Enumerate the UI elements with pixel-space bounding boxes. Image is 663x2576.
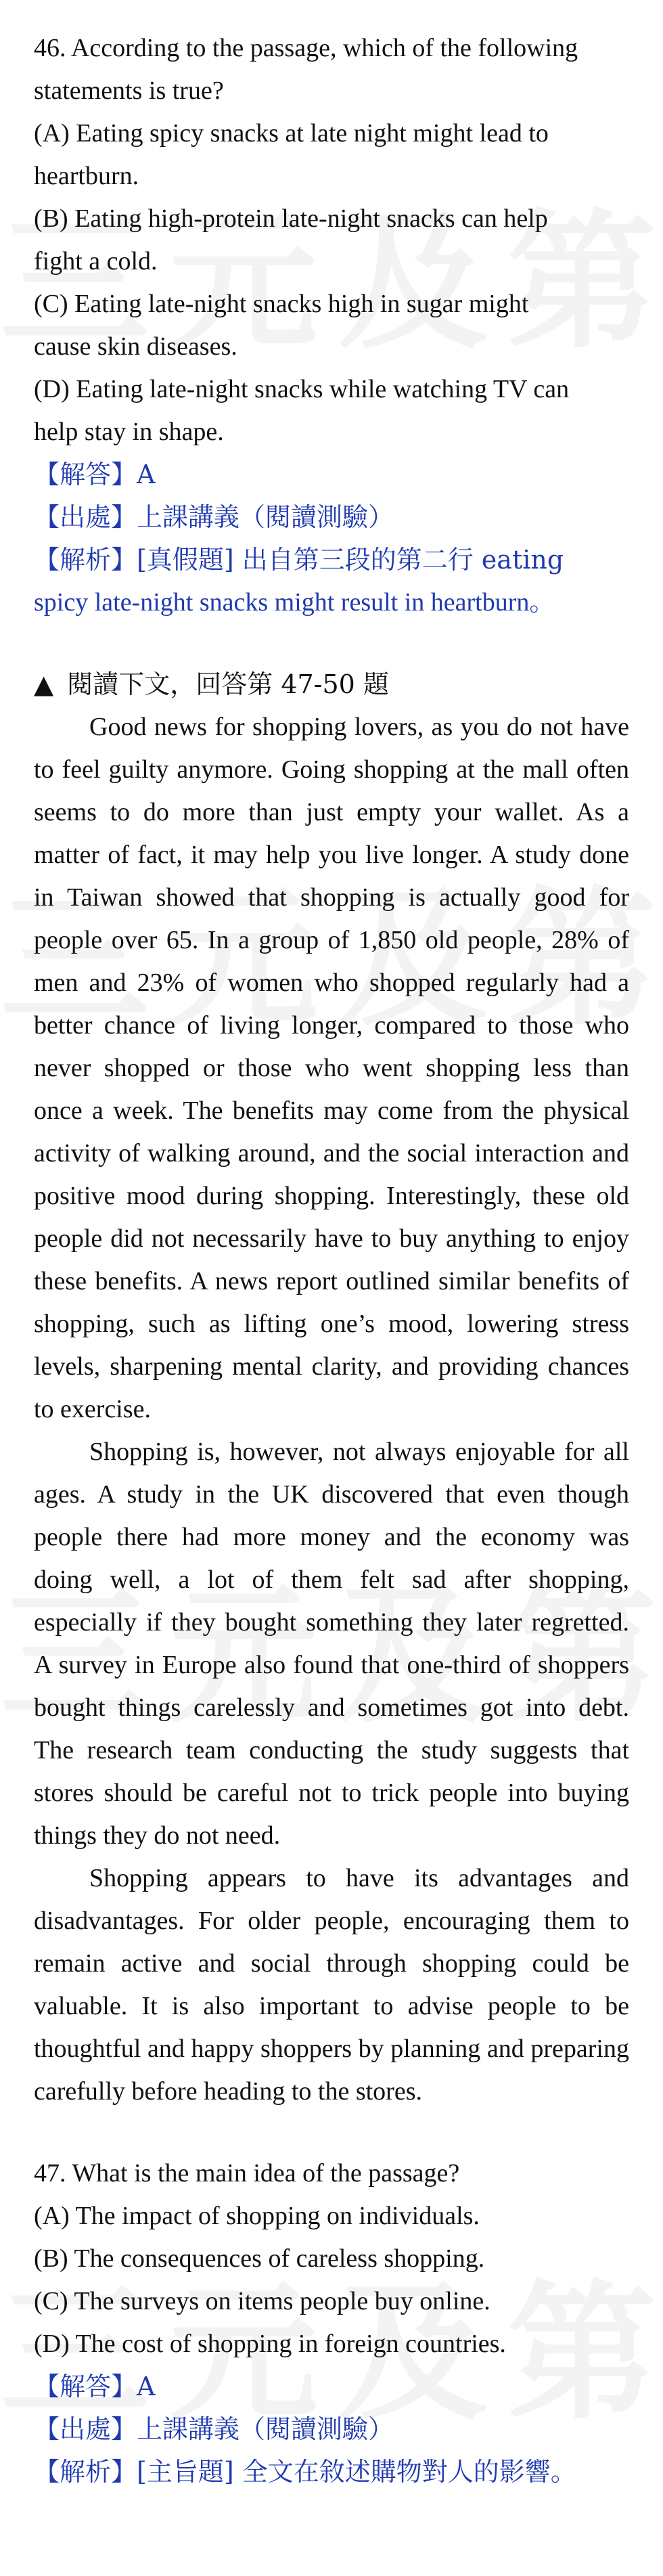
explanation: 【解析】[真假題] 出自第三段的第二行 eating (34, 545, 564, 575)
triangle-icon: ▲ (34, 669, 54, 699)
option-c: (C) The surveys on items people buy online. (34, 2287, 490, 2315)
explanation: 【解析】[主旨題] 全文在敘述購物對人的影響。 (34, 2457, 576, 2487)
answer: 【解答】A (34, 460, 156, 489)
question-46 (34, 27, 629, 624)
explanation: spicy late-night snacks might result in heartburn。 (34, 588, 555, 617)
option-c: cause skin diseases. (34, 332, 237, 361)
option-a: (A) Eating spicy snacks at late night might lead to (34, 119, 549, 148)
option-b: fight a cold. (34, 247, 158, 275)
option-d: help stay in shape. (34, 418, 224, 446)
answer: 【解答】A (34, 2372, 156, 2401)
section-heading-text: 閱讀下文，回答第 47-50 題 (67, 669, 389, 699)
passage-paragraph: Shopping appears to have its advantages and disadvantages. For older people, encouraging them to remain active and social through shopping could be valuable. It is also important to advise people to be thoughtful and happy shoppers by planning and preparing carefully before heading to the stores. (34, 1864, 629, 2106)
passage-paragraph: Good news for shopping lovers, as you do not have to feel guilty anymore. Going shopping at the mall often seems to do more than just empty your wallet. As a matter of fact, it may help you live longer. A study done in Taiwan showed that shopping is actually good for people over 65. In a group of 1,850 old people, 28% of men and 23% of women who shopped regularly had a better chance of living longer, compared to those who never shopped or those who went shopping less than once a week. The benefits may come from the physical activity of walking around, and the social interaction and positive mood during shopping. Interestingly, these old people did not necessarily have to buy anything to enjoy these benefits. A news report outlined similar benefits of shopping, such as lifting one’s mood, lowering stress levels, sharpening mental clarity, and providing chances to exercise. (34, 713, 629, 1423)
question-stem: 46. According to the passage, which of the following (34, 34, 578, 62)
option-d: (D) Eating late-night snacks while watching TV can (34, 375, 570, 403)
question-stem: statements is true? (34, 76, 224, 105)
question-47 (34, 2152, 629, 2493)
option-c: (C) Eating late-night snacks high in sugar might (34, 290, 529, 318)
option-a: heartburn. (34, 162, 139, 190)
source: 【出處】上課講義（閱讀測驗） (34, 502, 394, 532)
option-b: (B) Eating high-protein late-night snacks can help (34, 204, 548, 233)
option-a: (A) The impact of shopping on individuals. (34, 2202, 480, 2230)
source: 【出處】上課講義（閱讀測驗） (34, 2414, 394, 2444)
option-b: (B) The consequences of careless shopping. (34, 2244, 485, 2273)
question-stem: 47. What is the main idea of the passage? (34, 2159, 460, 2188)
passage-paragraph: Shopping is, however, not always enjoyable for all ages. A study in the UK discovered that even though people there had more money and the economy was doing well, a lot of them felt sad after shopping, especially if they bought something they later regretted. A survey in Europe also found that one-third of shoppers bought things carelessly and sometimes got into debt. The research team conducting the study suggests that stores should be careful not to trick people into buying things they do not need. (34, 1438, 629, 1850)
section-heading (34, 663, 629, 706)
option-d: (D) The cost of shopping in foreign countries. (34, 2330, 506, 2358)
